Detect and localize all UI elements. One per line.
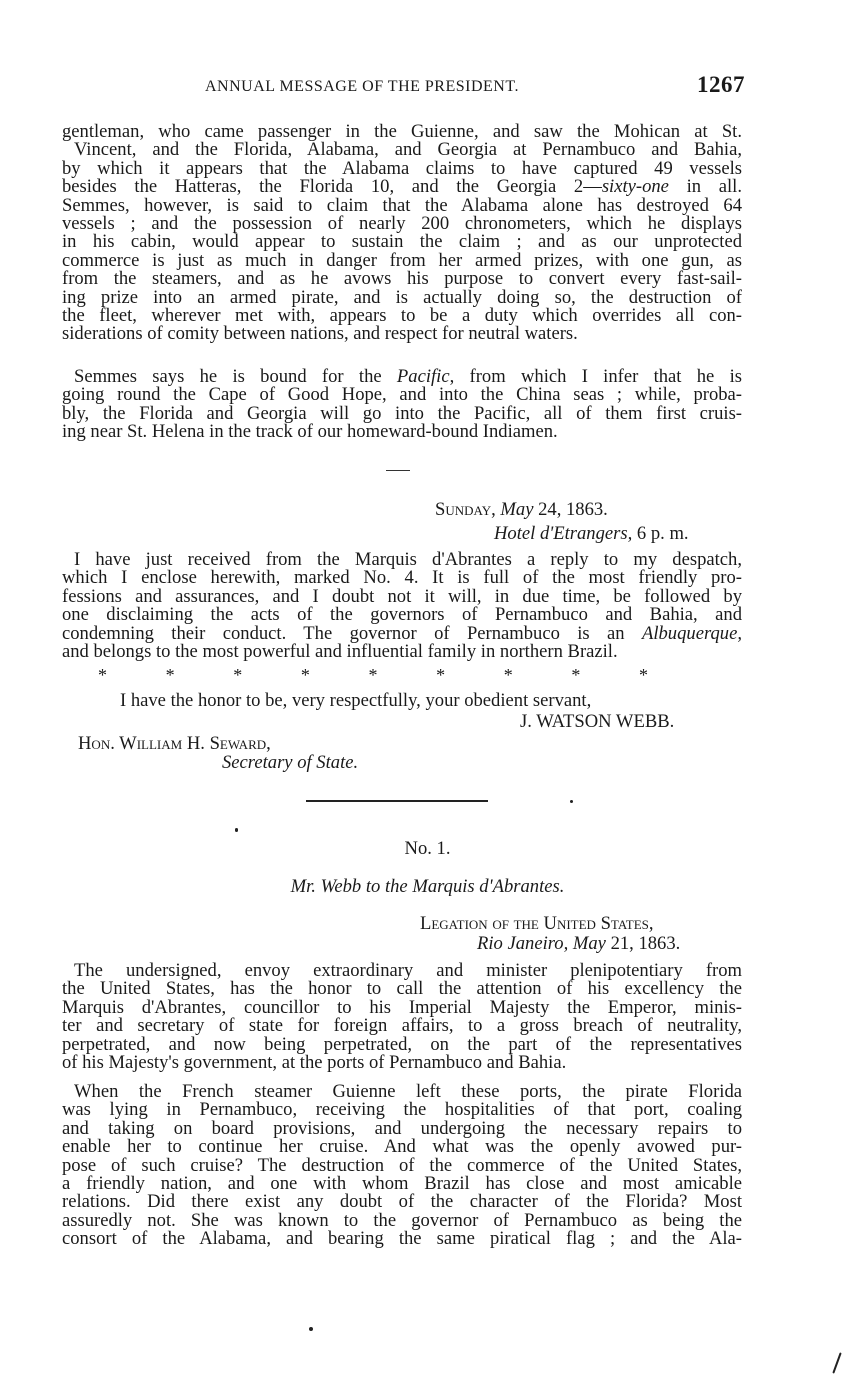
text-line: the fleet, wherever met with, appears to be a duty which overrides all con-	[62, 304, 742, 326]
star: *	[368, 665, 378, 685]
running-title: ANNUAL MESSAGE OF THE PRESIDENT.	[205, 78, 519, 95]
ellipsis-stars	[98, 665, 648, 686]
star: *	[233, 665, 243, 685]
text-segment: Semmes says he is bound for the	[74, 366, 397, 387]
text-line: which I enclose herewith, marked No. 4. It is full of the most friendly pro-	[62, 567, 742, 589]
text-line: was lying in Pernambuco, receiving the hospitalities of that port, coaling	[62, 1099, 742, 1121]
text-line: from the steamers, and as he avows his purpose to convert every fast-sail-	[62, 268, 742, 290]
dateline-month: May	[500, 499, 534, 520]
text-line: ing near St. Helena in the track of our homeward-bound Indiamen.	[62, 421, 558, 443]
text-line: and taking on board provisions, and undergoing the necessary repairs to	[62, 1117, 742, 1139]
document-number: No. 1.	[404, 838, 451, 859]
star: *	[503, 665, 513, 685]
text-line: siderations of comity between nations, and respect for neutral waters.	[62, 323, 578, 345]
star: *	[165, 665, 175, 685]
dateline-sunday	[435, 499, 608, 521]
document-heading-text: Mr. Webb to the Marquis d'Abrantes.	[290, 876, 565, 897]
dateline-month: May	[568, 933, 606, 954]
paragraph-4	[62, 962, 742, 1072]
text-line: by which it appears that the Alabama claims to have captured 49 vessels	[62, 157, 742, 179]
text-line: one disclaiming the acts of the governors of Pernambuco and Bahia, and	[62, 604, 742, 626]
text-line: fessions and assurances, and I doubt not it will, in due time, be followed by	[62, 585, 742, 607]
text-line: the United States, has the honor to call the attention of his excellency the	[62, 978, 742, 1000]
text-line: going round the Cape of Good Hope, and into the China seas ; while, proba-	[62, 384, 742, 406]
text-line: ter and secretary of state for foreign affairs, to a gross breach of neutrality,	[62, 1015, 742, 1037]
text-line: in his cabin, would appear to sustain the claim ; and as our unprotected	[62, 231, 742, 253]
text-line: a friendly nation, and one with whom Brazil has close and most amicable	[62, 1172, 742, 1194]
star: *	[639, 665, 648, 685]
text-line	[62, 178, 742, 196]
dateline-date: 21, 1863.	[605, 933, 681, 954]
italic-text: sixty-one	[601, 176, 669, 198]
paragraph-5	[62, 1083, 742, 1249]
addressee-title-text: Secretary of State.	[222, 752, 359, 773]
paragraph-2	[62, 368, 742, 442]
text-segment: , from which I infer that he is	[449, 366, 742, 387]
print-speck	[235, 828, 238, 832]
paragraph-1	[62, 123, 742, 344]
legation-line: Legation of the United States,	[420, 913, 654, 934]
text-line: bly, the Florida and Georgia will go into the Pacific, all of them first cruis-	[62, 402, 742, 424]
paragraph-3	[62, 551, 742, 661]
text-line: pose of such cruise? The destruction of the commerce of the United States,	[62, 1154, 742, 1176]
signature: J. WATSON WEBB.	[520, 711, 675, 732]
closing-line: I have the honor to be, very respectfully, your obedient servant,	[120, 690, 592, 711]
print-speck	[570, 800, 573, 803]
dateline-date: 24, 1863.	[533, 499, 608, 520]
italic-text: Albuquerque,	[641, 622, 742, 644]
text-line: commerce is just as much in danger from her armed prizes, with one gun, as	[62, 249, 742, 271]
dateline-day: Sunday,	[435, 499, 496, 520]
text-segment: in all.	[668, 176, 742, 198]
text-segment: besides the Hatteras, the Florida 10, and the Georgia 2—	[62, 176, 602, 198]
dateline-place: Rio Janeiro,	[477, 933, 569, 954]
text-segment: condemning their conduct. The governor of Pernambuco is an	[62, 622, 642, 644]
text-line: I have just received from the Marquis d'Abrantes a reply to my despatch,	[74, 549, 742, 570]
text-line: enable her to continue her cruise. And what was the openly avowed pur-	[62, 1136, 742, 1158]
text-line: Marquis d'Abrantes, councillor to his Imperial Majesty the Emperor, minis-	[62, 996, 742, 1018]
star: *	[98, 665, 107, 685]
text-line: perpetrated, and now being perpetrated, on the part of the representatives	[62, 1033, 742, 1055]
text-line: assuredly not. She was known to the governor of Pernambuco as being the	[62, 1209, 742, 1231]
italic-text: Pacific	[396, 366, 450, 387]
text-line: When the French steamer Guienne left these ports, the pirate Florida	[74, 1081, 742, 1102]
text-line: relations. Did there exist any doubt of the character of the Florida? Most	[62, 1191, 742, 1213]
section-dash	[386, 470, 410, 471]
text-line: and belongs to the most powerful and influential family in northern Brazil.	[62, 640, 618, 662]
text-line: of his Majesty's government, at the ports of Pernambuco and Bahia.	[62, 1051, 567, 1073]
dateline-rio	[477, 933, 680, 955]
addressee-name: Hon. William H. Seward,	[78, 733, 271, 754]
star: *	[300, 665, 310, 685]
star: *	[571, 665, 581, 685]
text-line: vessels ; and the possession of nearly 200 chronometers, which he displays	[62, 212, 742, 234]
text-line: ing prize into an armed pirate, and is actually doing so, the destruction of	[62, 286, 742, 308]
print-speck	[309, 1327, 313, 1331]
star: *	[436, 665, 446, 685]
document-heading	[0, 876, 855, 898]
text-line: Semmes, however, is said to claim that the Alabama alone has destroyed 64	[62, 194, 742, 216]
margin-mark	[832, 1352, 841, 1373]
dateline-hotel	[494, 523, 689, 545]
text-line: Vincent, and the Florida, Alabama, and Georgia at Pernambuco and Bahia,	[74, 139, 742, 161]
dateline-time: 6 p. m.	[632, 523, 689, 544]
page-number: 1267	[697, 72, 745, 97]
text-line: The undersigned, envoy extraordinary and minister plenipotentiary from	[74, 960, 742, 981]
text-line: consort of the Alabama, and bearing the same piratical flag ; and the Ala-	[62, 1228, 742, 1250]
text-line: gentleman, who came passenger in the Guienne, and saw the Mohican at St.	[62, 121, 742, 142]
dateline-place: Hotel d'Etrangers,	[494, 523, 633, 544]
addressee-title	[222, 752, 358, 774]
section-rule	[306, 800, 488, 802]
